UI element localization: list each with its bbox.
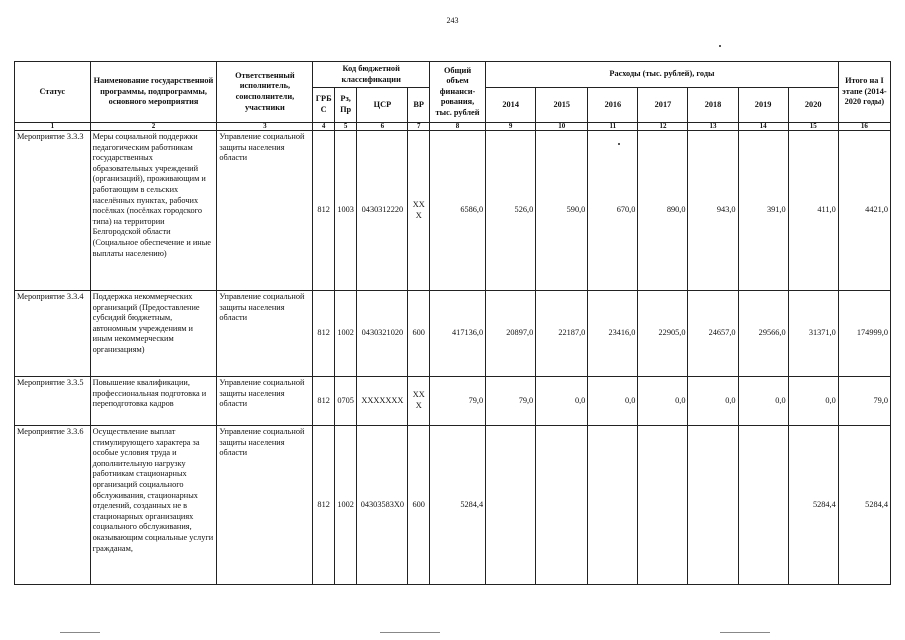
- row-responsible: Управление социальной защиты населения области: [217, 291, 313, 377]
- row-csr: XXXXXXX: [357, 377, 408, 426]
- table-row: [15, 291, 891, 377]
- row-year-value: 0,0: [788, 377, 838, 426]
- scan-speck: [719, 45, 721, 47]
- header-year: 2017: [638, 88, 688, 123]
- row-grbs: 812: [313, 377, 334, 426]
- row-year-value: 670,0: [588, 131, 638, 291]
- column-number: 7: [408, 123, 429, 131]
- column-number: 11: [588, 123, 638, 131]
- header-grbs: ГРБС: [313, 88, 334, 123]
- header-rzpr: Рз, Пр: [334, 88, 356, 123]
- column-number: 9: [486, 123, 536, 131]
- row-year-value: 20897,0: [486, 291, 536, 377]
- row-vr: 600: [408, 426, 429, 585]
- column-number: 13: [688, 123, 738, 131]
- row-year-value: 526,0: [486, 131, 536, 291]
- row-year-value: 411,0: [788, 131, 838, 291]
- header-year: 2020: [788, 88, 838, 123]
- row-status: Мероприятие 3.3.5: [15, 377, 91, 426]
- row-stage-total: 79,0: [838, 377, 890, 426]
- header-expenses: Расходы (тыс. рублей), годы: [486, 62, 839, 88]
- column-number: 1: [15, 123, 91, 131]
- row-responsible: Управление социальной защиты населения области: [217, 426, 313, 585]
- row-year-value: [536, 426, 588, 585]
- row-csr: 0430312220: [357, 131, 408, 291]
- row-name: Осуществление выплат стимулирующего характера за особые условия труда и дополнительную нагрузку работникам стационарных организаций социального обслуживания, стационарных отделений, созданных не в стационарных организациях социального обслуживания, оказывающим социальные услуги гражданам,: [90, 426, 217, 585]
- row-rzpr: 0705: [334, 377, 356, 426]
- row-year-value: 23416,0: [588, 291, 638, 377]
- header-total-volume: Общий объем финанси-рования, тыс. рублей: [429, 62, 485, 123]
- row-name: Меры социальной поддержки педагогическим работникам государственных образовательных учреждений (организаций), проживающим и работающим в сельских населённых пунктах, рабочих посёлках (посёлках городского типа) на территории Белгородской области (Социальное обеспечение и иные выплаты населению): [90, 131, 217, 291]
- row-stage-total: 174999,0: [838, 291, 890, 377]
- row-grbs: 812: [313, 291, 334, 377]
- row-rzpr: 1003: [334, 131, 356, 291]
- row-total: 6586,0: [429, 131, 485, 291]
- row-grbs: 812: [313, 426, 334, 585]
- table-row: [15, 377, 891, 426]
- column-number: 10: [536, 123, 588, 131]
- table-row: [15, 426, 891, 585]
- row-year-value: [486, 426, 536, 585]
- row-name: Поддержка некоммерческих организаций (Предоставление субсидий бюджетным, автономным учреждениям и иным некоммерческим организациям): [90, 291, 217, 377]
- row-csr: 0430321020: [357, 291, 408, 377]
- header-vr: ВР: [408, 88, 429, 123]
- header-responsible: Ответственный исполнитель, соисполнители, участники: [217, 62, 313, 123]
- row-year-value: 391,0: [738, 131, 788, 291]
- row-year-value: 79,0: [486, 377, 536, 426]
- column-number: 12: [638, 123, 688, 131]
- row-vr: 600: [408, 291, 429, 377]
- row-year-value: 890,0: [638, 131, 688, 291]
- row-total: 79,0: [429, 377, 485, 426]
- column-number-row: [15, 123, 891, 131]
- scan-edge-mark: [380, 632, 440, 633]
- row-grbs: 812: [313, 131, 334, 291]
- row-stage-total: 5284,4: [838, 426, 890, 585]
- row-status: Мероприятие 3.3.3: [15, 131, 91, 291]
- header-stage-total: Итого на I этапе (2014-2020 годы): [838, 62, 890, 123]
- row-vr: XXX: [408, 377, 429, 426]
- budget-table: [14, 61, 891, 585]
- row-year-value: [588, 426, 638, 585]
- header-year: 2014: [486, 88, 536, 123]
- column-number: 16: [838, 123, 890, 131]
- row-status: Мероприятие 3.3.4: [15, 291, 91, 377]
- column-number: 8: [429, 123, 485, 131]
- header-year: 2016: [588, 88, 638, 123]
- row-responsible: Управление социальной защиты населения области: [217, 131, 313, 291]
- header-year: 2018: [688, 88, 738, 123]
- header-csr: ЦСР: [357, 88, 408, 123]
- row-year-value: 31371,0: [788, 291, 838, 377]
- column-number: 2: [90, 123, 217, 131]
- row-year-value: 0,0: [588, 377, 638, 426]
- row-year-value: 29566,0: [738, 291, 788, 377]
- header-name: Наименование государственной программы, подпрограммы, основного мероприятия: [90, 62, 217, 123]
- row-rzpr: 1002: [334, 426, 356, 585]
- column-number: 15: [788, 123, 838, 131]
- row-name: Повышение квалификации, профессиональная подготовка и переподготовка кадров: [90, 377, 217, 426]
- scan-edge-mark: [720, 632, 770, 633]
- column-number: 5: [334, 123, 356, 131]
- row-year-value: 0,0: [738, 377, 788, 426]
- row-total: 5284,4: [429, 426, 485, 585]
- row-stage-total: 4421,0: [838, 131, 890, 291]
- row-year-value: 0,0: [688, 377, 738, 426]
- table-row: [15, 131, 891, 291]
- header-status: Статус: [15, 62, 91, 123]
- scan-edge-mark: [60, 632, 100, 633]
- column-number: 14: [738, 123, 788, 131]
- row-vr: XX X: [408, 131, 429, 291]
- header-budget-code: Код бюджетной классификации: [313, 62, 430, 88]
- row-year-value: [738, 426, 788, 585]
- header-year: 2019: [738, 88, 788, 123]
- row-year-value: 22187,0: [536, 291, 588, 377]
- row-year-value: [638, 426, 688, 585]
- row-year-value: 24657,0: [688, 291, 738, 377]
- row-year-value: [688, 426, 738, 585]
- row-year-value: 0,0: [638, 377, 688, 426]
- header-year: 2015: [536, 88, 588, 123]
- column-number: 3: [217, 123, 313, 131]
- row-year-value: 0,0: [536, 377, 588, 426]
- row-csr: 04303583Х0: [357, 426, 408, 585]
- row-total: 417136,0: [429, 291, 485, 377]
- column-number: 4: [313, 123, 334, 131]
- row-year-value: 943,0: [688, 131, 738, 291]
- row-year-value: 22905,0: [638, 291, 688, 377]
- row-rzpr: 1002: [334, 291, 356, 377]
- row-year-value: 590,0: [536, 131, 588, 291]
- row-year-value: 5284,4: [788, 426, 838, 585]
- page-number: 243: [446, 16, 459, 25]
- row-responsible: Управление социальной защиты населения области: [217, 377, 313, 426]
- row-status: Мероприятие 3.3.6: [15, 426, 91, 585]
- column-number: 6: [357, 123, 408, 131]
